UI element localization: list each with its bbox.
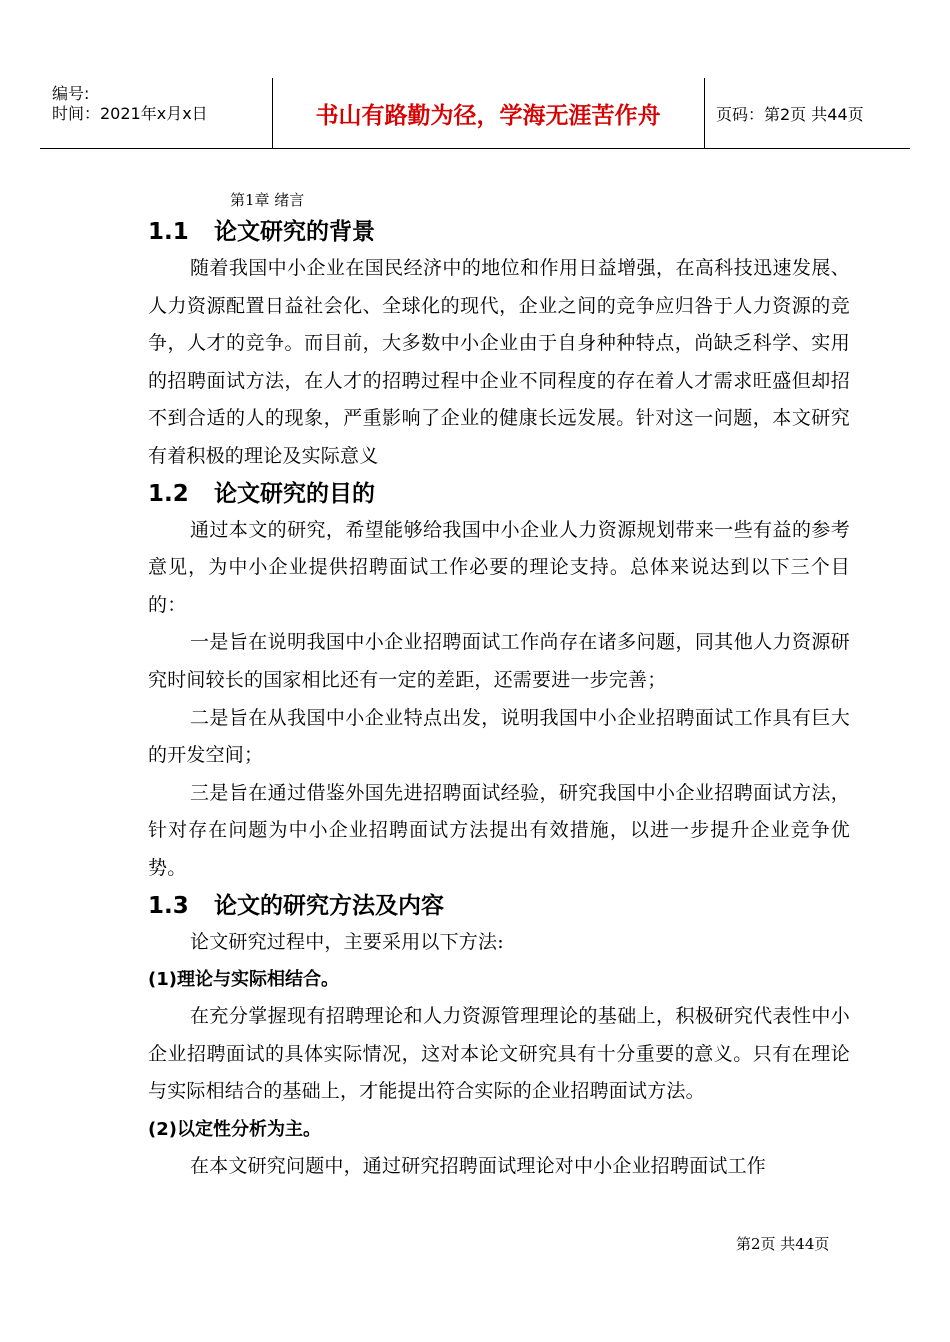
section-number: 1.2 <box>148 480 189 507</box>
header-motto: 书山有路勤为径，学海无涯苦作舟 <box>272 78 705 148</box>
section-title: 论文研究的目的 <box>214 480 375 507</box>
paragraph: 三是旨在通过借鉴外国先进招聘面试经验，研究我国中小企业招聘面试方法，针对存在问题为中小企业招聘面试方法提出有效措施，以进一步提升企业竞争优势。 <box>148 781 850 879</box>
section-title: 论文的研究方法及内容 <box>214 892 444 919</box>
header-page-info: 页码：第2页 共44页 <box>716 104 864 124</box>
section-heading-1-1 <box>148 214 850 250</box>
header-meta <box>40 78 273 148</box>
section-heading-1-3 <box>148 888 850 924</box>
paragraph: 在本文研究问题中，通过研究招聘面试理论对中小企业招聘面试工作 <box>190 1154 767 1177</box>
number-label: 编号: <box>52 84 90 103</box>
time-label: 时间：2021年x月x日 <box>52 104 208 123</box>
section-title: 论文研究的背景 <box>214 219 375 245</box>
chapter-title: 第1章 绪言 <box>230 191 305 209</box>
subsection-title: (1)理论与实际相结合。 <box>148 969 339 991</box>
paragraph: 二是旨在从我国中小企业特点出发，说明我国中小企业招聘面试工作具有巨大的开发空间； <box>148 706 850 767</box>
section-heading-1-2 <box>148 476 850 512</box>
section-number: 1.3 <box>148 892 189 919</box>
paragraph: 随着我国中小企业在国民经济中的地位和作用日益增强，在高科技迅速发展、人力资源配置日益社会化、全球化的现代，企业之间的竞争应归咎于人力资源的竞争，人才的竞争。而目前，大多数中小企业由于自身种种特点，尚缺乏科学、实用的招聘面试方法，在人才的招聘过程中企业不同程度的存在着人才需求旺盛但却招不到合适的人的现象，严重影响了企业的健康长远发展。针对这一问题，本文研究有着积极的理论及实际意义 <box>148 257 850 467</box>
paragraph: 在充分掌握现有招聘理论和人力资源管理理论的基础上，积极研究代表性中小企业招聘面试的具体实际情况，这对本论文研究具有十分重要的意义。只有在理论与实际相结合的基础上，才能提出符合实际的企业招聘面试方法。 <box>148 1005 850 1103</box>
subsection-title: (2)以定性分析为主。 <box>148 1118 321 1140</box>
paragraph: 通过本文的研究，希望能够给我国中小企业人力资源规划带来一些有益的参考意见，为中小企业提供招聘面试工作必要的理论支持。总体来说达到以下三个目的： <box>148 518 850 616</box>
page-header <box>40 78 910 149</box>
paragraph: 一是旨在说明我国中小企业招聘面试工作尚存在诸多问题，同其他人力资源研究时间较长的国家相比还有一定的差距，还需要进一步完善； <box>148 631 850 691</box>
document-body <box>148 186 850 1185</box>
paragraph: 论文研究过程中，主要采用以下方法: <box>190 930 504 953</box>
section-number: 1.1 <box>148 219 189 245</box>
page-footer: 第2页 共44页 <box>736 1235 830 1253</box>
